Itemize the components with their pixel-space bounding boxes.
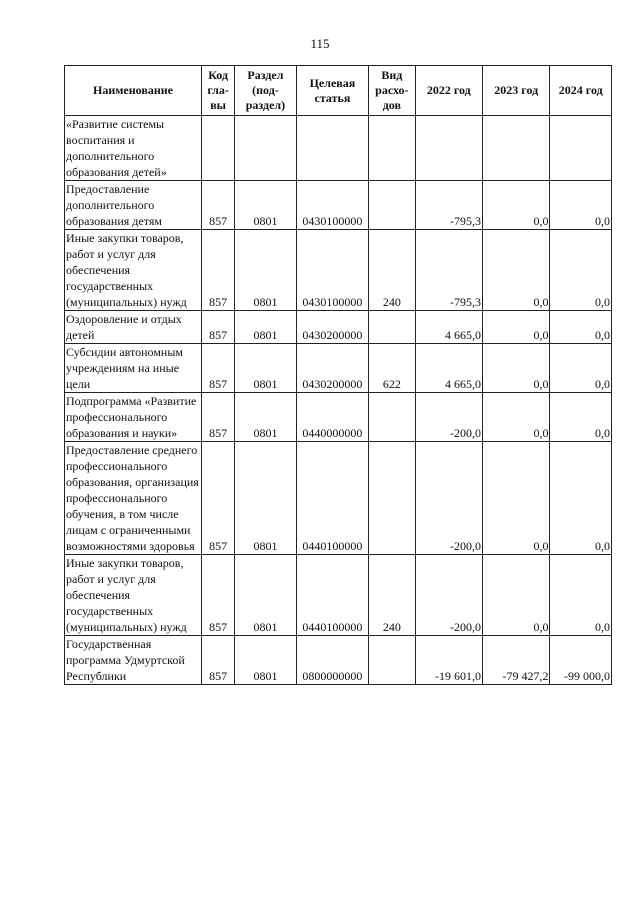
row-vid [369, 636, 415, 685]
row-section: 0801 [235, 344, 296, 393]
table-row [65, 393, 612, 442]
table-row [65, 181, 612, 230]
header-section: Раздел (под-раздел) [235, 66, 296, 116]
header-2024: 2024 год [550, 66, 612, 116]
row-section [235, 116, 296, 181]
header-target: Целевая статья [296, 66, 369, 116]
row-2022: 4 665,0 [415, 344, 482, 393]
header-vid: Вид расхо-дов [369, 66, 415, 116]
row-2023 [483, 116, 550, 181]
row-2023: 0,0 [483, 555, 550, 636]
row-2023: 0,0 [483, 344, 550, 393]
row-2022: -200,0 [415, 393, 482, 442]
row-2024: 0,0 [550, 311, 612, 344]
row-2022 [415, 116, 482, 181]
row-code: 857 [202, 230, 235, 311]
row-2024: 0,0 [550, 181, 612, 230]
row-2023: 0,0 [483, 393, 550, 442]
row-vid [369, 181, 415, 230]
header-2022: 2022 год [415, 66, 482, 116]
row-section: 0801 [235, 636, 296, 685]
header-row [65, 66, 612, 116]
row-section: 0801 [235, 230, 296, 311]
table-row [65, 311, 612, 344]
row-target: 0430200000 [296, 344, 369, 393]
row-code: 857 [202, 344, 235, 393]
header-code: Код гла-вы [202, 66, 235, 116]
row-2024 [550, 116, 612, 181]
row-section: 0801 [235, 311, 296, 344]
row-code: 857 [202, 442, 235, 555]
row-target: 0430100000 [296, 230, 369, 311]
row-name: Иные закупки товаров, работ и услуг для обеспечения государственных (муниципальных) нужд [65, 555, 202, 636]
row-2022: -795,3 [415, 230, 482, 311]
row-section: 0801 [235, 555, 296, 636]
row-vid [369, 393, 415, 442]
row-name: Субсидии автономным учреждениям на иные цели [65, 344, 202, 393]
row-2024: 0,0 [550, 555, 612, 636]
row-code: 857 [202, 636, 235, 685]
row-2023: 0,0 [483, 181, 550, 230]
row-section: 0801 [235, 393, 296, 442]
row-section: 0801 [235, 181, 296, 230]
row-target [296, 116, 369, 181]
row-target: 0440000000 [296, 393, 369, 442]
row-target: 0430100000 [296, 181, 369, 230]
row-name: Предоставление среднего профессионального образования, организация профессионального обучения, в том числе лицам с ограниченными возможностями здоровья [65, 442, 202, 555]
row-name: Предоставление дополнительного образования детям [65, 181, 202, 230]
row-2022: -795,3 [415, 181, 482, 230]
row-code: 857 [202, 311, 235, 344]
row-2023: 0,0 [483, 311, 550, 344]
row-target: 0440100000 [296, 442, 369, 555]
row-name: «Развитие системы воспитания и дополнительного образования детей» [65, 116, 202, 181]
header-2023: 2023 год [483, 66, 550, 116]
row-vid [369, 442, 415, 555]
row-2023: 0,0 [483, 442, 550, 555]
row-2022: 4 665,0 [415, 311, 482, 344]
row-2022: -200,0 [415, 555, 482, 636]
row-name: Государственная программа Удмуртской Республики [65, 636, 202, 685]
table-row [65, 230, 612, 311]
header-name: Наименование [65, 66, 202, 116]
row-name: Оздоровление и отдых детей [65, 311, 202, 344]
row-code: 857 [202, 393, 235, 442]
table-row [65, 442, 612, 555]
row-code: 857 [202, 181, 235, 230]
table-row [65, 636, 612, 685]
row-name: Подпрограмма «Развитие профессионального образования и науки» [65, 393, 202, 442]
row-target: 0800000000 [296, 636, 369, 685]
row-2022: -19 601,0 [415, 636, 482, 685]
row-target: 0440100000 [296, 555, 369, 636]
row-vid: 240 [369, 230, 415, 311]
row-2024: 0,0 [550, 393, 612, 442]
row-vid [369, 116, 415, 181]
table-row [65, 555, 612, 636]
row-2024: 0,0 [550, 344, 612, 393]
budget-table [64, 65, 612, 685]
row-2024: 0,0 [550, 442, 612, 555]
row-vid: 622 [369, 344, 415, 393]
row-code [202, 116, 235, 181]
row-section: 0801 [235, 442, 296, 555]
row-2023: -79 427,2 [483, 636, 550, 685]
page-number: 115 [310, 36, 330, 51]
table-row [65, 116, 612, 181]
row-2023: 0,0 [483, 230, 550, 311]
table-row [65, 344, 612, 393]
row-vid [369, 311, 415, 344]
row-2024: 0,0 [550, 230, 612, 311]
row-target: 0430200000 [296, 311, 369, 344]
row-2024: -99 000,0 [550, 636, 612, 685]
row-vid: 240 [369, 555, 415, 636]
row-code: 857 [202, 555, 235, 636]
row-name: Иные закупки товаров, работ и услуг для обеспечения государственных (муниципальных) нужд [65, 230, 202, 311]
row-2022: -200,0 [415, 442, 482, 555]
